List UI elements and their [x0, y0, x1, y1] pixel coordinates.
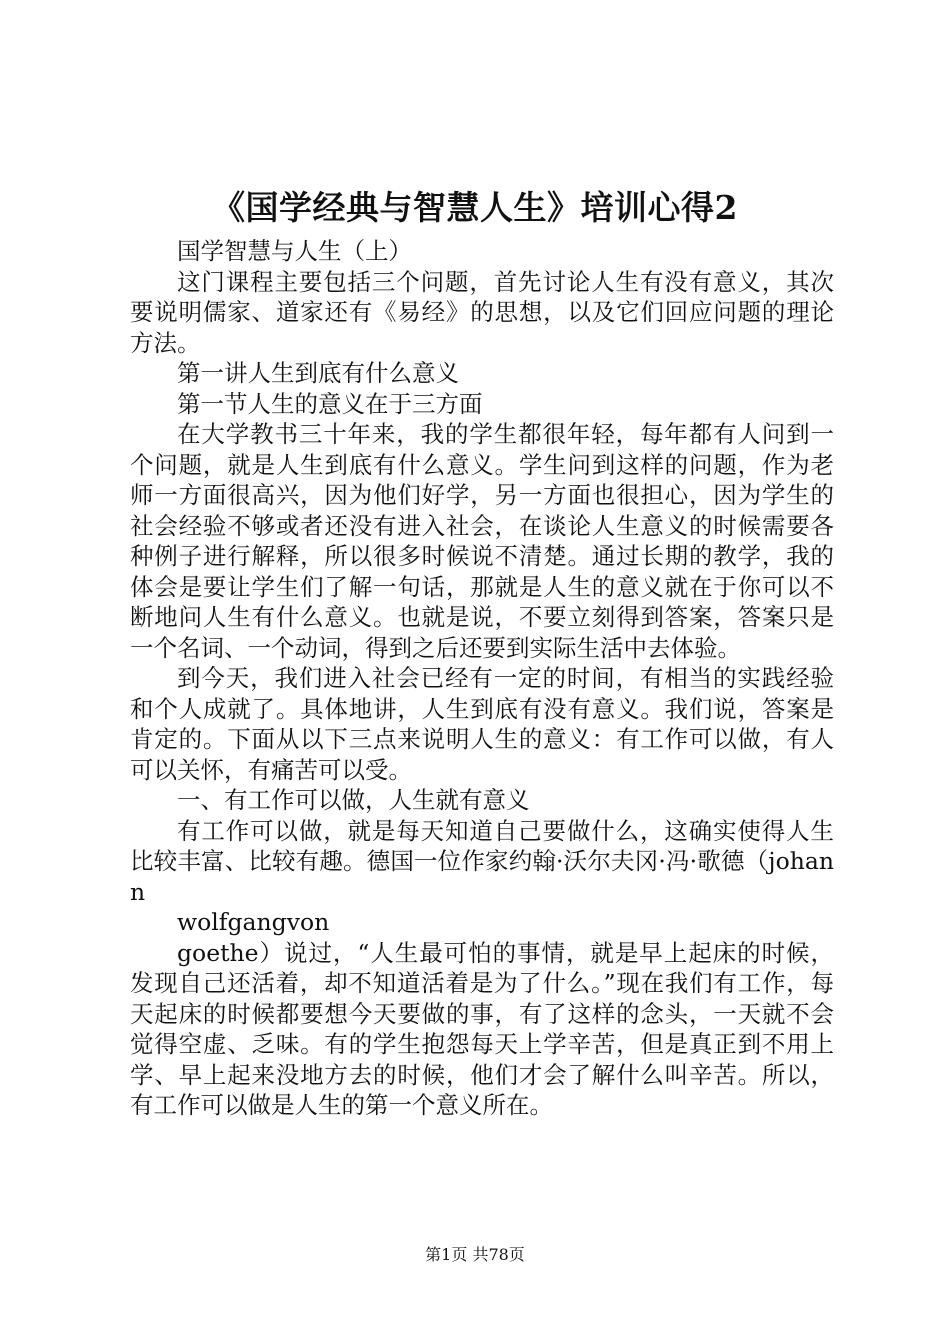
document-body [130, 236, 834, 1121]
paragraph-course-intro: 这门课程主要包括三个问题，首先讨论人生有没有意义，其次要说明儒家、道家还有《易经》的思想，以及它们回应问题的理论方法。 [130, 267, 834, 357]
paragraph-teaching-experience: 在大学教书三十年来，我的学生都很年轻，每年都有人问到一个问题，就是人生到底有什么意义。学生问到这样的问题，作为老师一方面很高兴，因为他们好学，另一方面也很担心，因为学生的社会经验不够或者还没有进入社会，在谈论人生意义的时候需要各种例子进行解释，所以很多时候说不清楚。通过长期的教学，我的体会是要让学生们了解一句话，那就是人生的意义就在于你可以不断地问人生有什么意义。也就是说，不要立刻得到答案，答案只是一个名词、一个动词，得到之后还要到实际生活中去体验。 [130, 420, 834, 662]
paragraph-meaning-of-life: 到今天，我们进入社会已经有一定的时间，有相当的实践经验和个人成就了。具体地讲，人生到底有没有意义。我们说，答案是肯定的。下面从以下三点来说明人生的意义：有工作可以做，有人可以关怀，有痛苦可以受。 [130, 664, 834, 784]
lecture-heading: 第一讲人生到底有什么意义 [177, 359, 459, 387]
point-heading-work: 一、有工作可以做，人生就有意义 [177, 786, 530, 814]
page-number: 第1页 共78页 [425, 1245, 525, 1264]
section-heading-part-one: 国学智慧与人生（上） [177, 237, 412, 265]
section-heading: 第一节人生的意义在于三方面 [177, 389, 483, 418]
paragraph-goethe-quote: goethe）说过，“人生最可怕的事情，就是早上起床的时候，发现自己还活着，却不知道活着是为了什么。”现在我们有工作，每天起床的时候都要想今天要做的事，有了这样的念头，一天就不会觉得空虚、乏味。有的学生抱怨每天上学辛苦，但是真正到不用上学、早上起来没地方去的时候，他们才会了解什么叫辛苦。所以，有工作可以做是人生的第一个意义所在。 [130, 938, 834, 1119]
paragraph-name-fragment: wolfgangvon [177, 908, 330, 936]
paragraph-work: 有工作可以做，就是每天知道自己要做什么，这确实使得人生比较丰富、比较有趣。德国一位作家约翰·沃尔夫冈·冯·歌德（johann [130, 816, 834, 906]
document-title: 《国学经典与智慧人生》培训心得2 [212, 188, 738, 227]
